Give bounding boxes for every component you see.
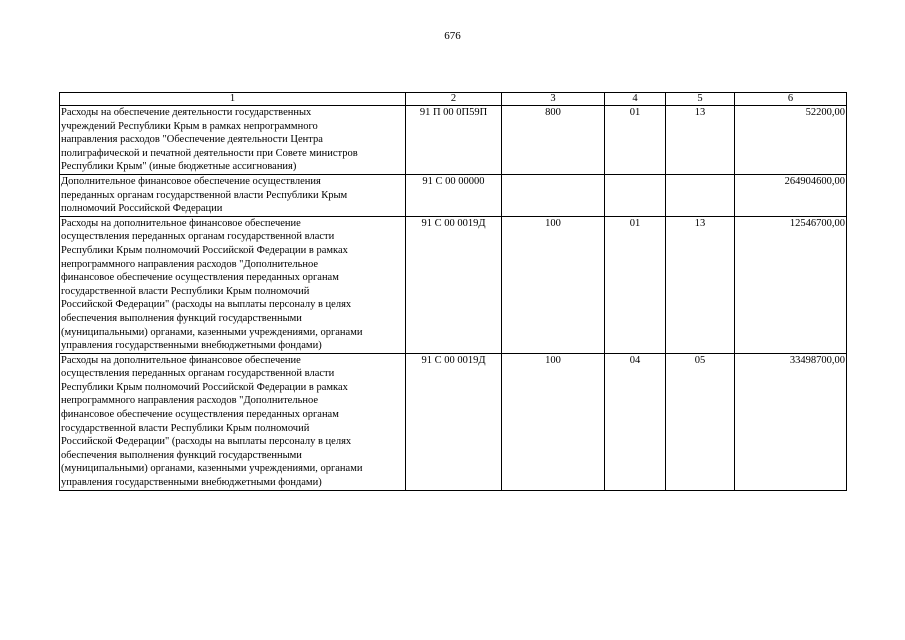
row-expense-type: 100 [502,216,605,353]
row-section: 01 [605,216,666,353]
row-subsection: 13 [666,216,735,353]
row-amount: 264904600,00 [735,174,847,216]
table-row [60,174,847,216]
row-expense-type [502,174,605,216]
row-section: 04 [605,353,666,490]
row-target-code: 91 П 00 0П59П [406,106,502,175]
row-section [605,174,666,216]
column-header-1: 1 [60,93,406,106]
table-row [60,353,847,490]
column-header-3: 3 [502,93,605,106]
row-target-code: 91 С 00 00000 [406,174,502,216]
row-expense-type: 800 [502,106,605,175]
row-expense-type: 100 [502,353,605,490]
row-subsection [666,174,735,216]
budget-table [59,92,847,491]
row-description: Расходы на дополнительное финансовое обеспечение осуществления переданных органам государственной власти Республики Крым полномочий Российской Федерации в рамках непрограммного направления расходов "Дополнительное финансовое обеспечение осуществления переданных органам государственной власти Республики Крым полномочий Российской Федерации" (расходы на выплаты персоналу в целях обеспечения выполнения функций государственными (муниципальными) органами, казенными учреждениями, органами управления государственными внебюджетными фондами) [60,353,406,490]
column-header-6: 6 [735,93,847,106]
column-header-5: 5 [666,93,735,106]
table-row [60,216,847,353]
column-header-2: 2 [406,93,502,106]
row-description: Расходы на дополнительное финансовое обеспечение осуществления переданных органам государственной власти Республики Крым полномочий Российской Федерации в рамках непрограммного направления расходов "Дополнительное финансовое обеспечение осуществления переданных органам государственной власти Республики Крым полномочий Российской Федерации" (расходы на выплаты персоналу в целях обеспечения выполнения функций государственными (муниципальными) органами, казенными учреждениями, органами управления государственными внебюджетными фондами) [60,216,406,353]
row-description: Дополнительное финансовое обеспечение осуществления переданных органам государственной власти Республики Крым полномочий Российской Федерации [60,174,406,216]
row-amount: 33498700,00 [735,353,847,490]
row-subsection: 05 [666,353,735,490]
row-amount: 12546700,00 [735,216,847,353]
row-description: Расходы на обеспечение деятельности государственных учреждений Республики Крым в рамках непрограммного направления расходов "Обеспечение деятельности Центра полиграфической и печатной деятельности при Совете министров Республики Крым" (иные бюджетные ассигнования) [60,106,406,175]
column-header-4: 4 [605,93,666,106]
row-target-code: 91 С 00 0019Д [406,216,502,353]
row-subsection: 13 [666,106,735,175]
row-amount: 52200,00 [735,106,847,175]
header-row [60,93,847,106]
table-row [60,106,847,175]
row-section: 01 [605,106,666,175]
row-target-code: 91 С 00 0019Д [406,353,502,490]
page-number: 676 [444,30,461,42]
